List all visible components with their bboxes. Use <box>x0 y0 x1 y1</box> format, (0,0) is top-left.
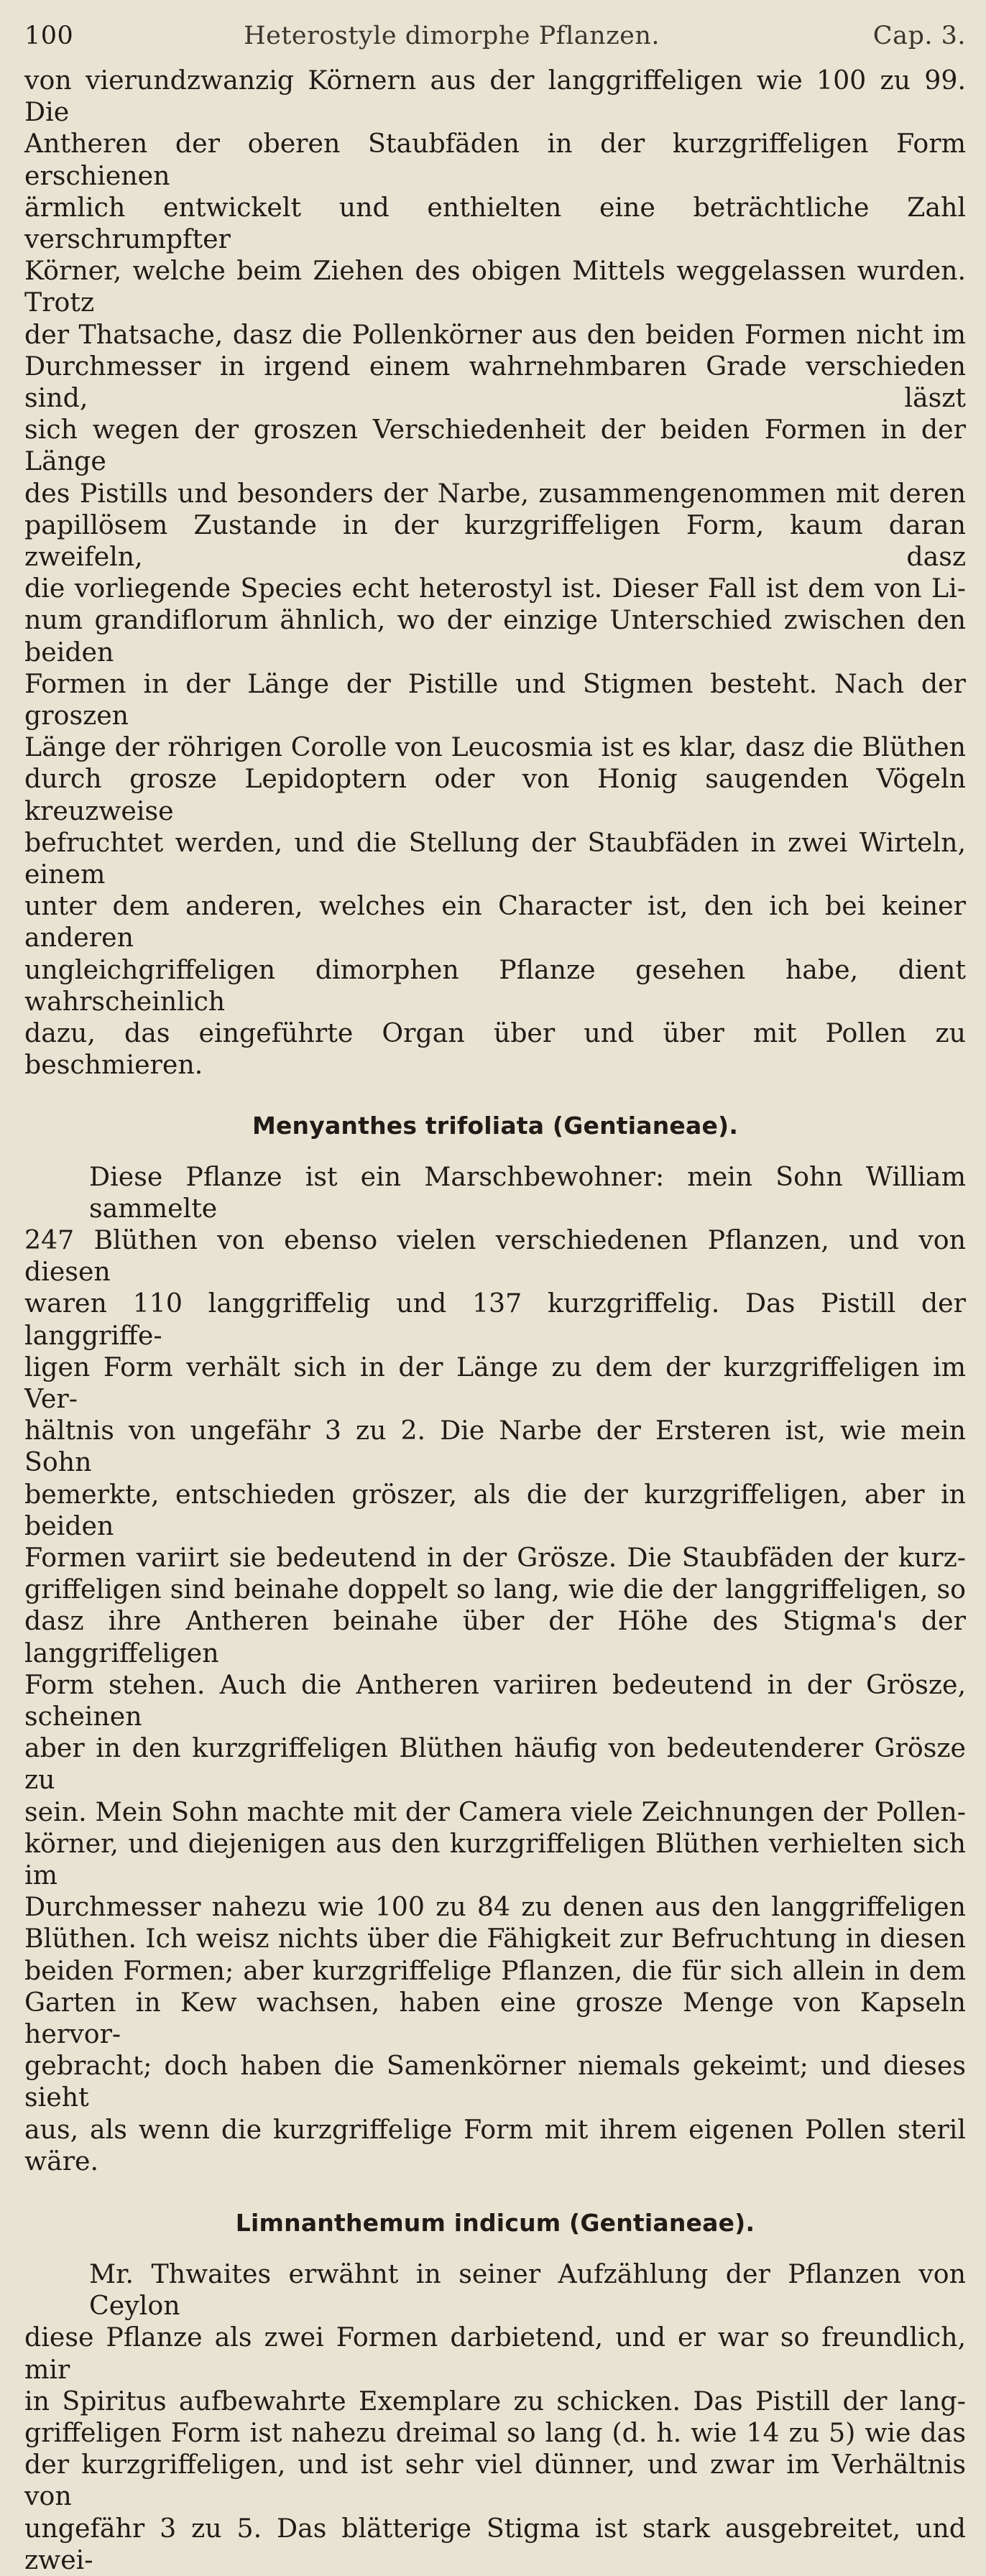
text-line: sein. Mein Sohn machte mit der Camera viele Zeichnungen der Pollen- <box>24 1796 966 1827</box>
text-line: Diese Pflanze ist ein Marschbewohner: mein Sohn William sammelte <box>89 1160 966 1224</box>
text-line: Formen in der Länge der Pistille und Stigmen besteht. Nach der groszen <box>24 668 966 731</box>
text-line: ligen Form verhält sich in der Länge zu dem der kurzgriffeligen im Ver- <box>24 1351 966 1414</box>
text-line: befruchtet werden, und die Stellung der Staubfäden in zwei Wirteln, einem <box>24 826 966 890</box>
text-line: waren 110 langgriffelig und 137 kurzgriffelig. Das Pistill der langgriffe- <box>24 1288 966 1351</box>
text-line: Formen variirt sie bedeutend in der Grösze. Die Staubfäden der kurz- <box>24 1541 966 1573</box>
text-line: gebracht; doch haben die Samenkörner niemals gekeimt; und dieses sieht <box>24 2050 966 2113</box>
text-line: dazu, das eingeführte Organ über und über mit Pollen zu beschmieren. <box>24 1017 966 1081</box>
text-line: Blüthen. Ich weisz nichts über die Fähigkeit zur Befruchtung in diesen <box>24 1923 966 1954</box>
chapter-label: Cap. 3. <box>872 22 966 50</box>
section-heading-limnanthemum: Limnanthemum indicum (Gentianeae). <box>235 2209 755 2237</box>
text-line: griffeligen sind beinahe doppelt so lang, wie die der langgriffeligen, so <box>24 1574 966 1605</box>
text-line: der Thatsache, dasz die Pollenkörner aus den beiden Formen nicht im <box>24 318 966 350</box>
text-line: Körner, welche beim Ziehen des obigen Mittels weggelassen wurden. Trotz <box>24 255 966 318</box>
text-line: Durchmesser nahezu wie 100 zu 84 zu denen aus den langgriffeligen <box>24 1891 966 1923</box>
text-line: Antheren der oberen Staubfäden in der kurzgriffeligen Form erschienen <box>24 128 966 191</box>
running-title: Heterostyle dimorphe Pflanzen. <box>244 22 660 50</box>
text-line: ungleichgriffeligen dimorphen Pflanze gesehen habe, dient wahrscheinlich <box>24 954 966 1017</box>
text-line: papillösem Zustande in der kurzgriffeligen Form, kaum daran zweifeln, dasz <box>24 509 966 573</box>
text-line: die vorliegende Species echt heterostyl ist. Dieser Fall ist dem von Li- <box>24 573 966 604</box>
running-head <box>24 14 966 57</box>
text-line: diese Pflanze als zwei Formen darbietend, und er war so freundlich, mir <box>24 2322 966 2385</box>
text-line: Mr. Thwaites erwähnt in seiner Aufzählung der Pflanzen von Ceylon <box>89 2258 966 2322</box>
text-line: beiden Formen; aber kurzgriffelige Pflanzen, die für sich allein in dem <box>24 1954 966 1986</box>
page-number: 100 <box>24 22 74 50</box>
text-line: sich wegen der groszen Verschiedenheit der beiden Formen in der Länge <box>24 414 966 477</box>
text-line: griffeligen Form ist nahezu dreimal so lang (d. h. wie 14 zu 5) wie das <box>24 2417 966 2449</box>
text-line: des Pistills und besonders der Narbe, zusammengenommen mit deren <box>24 477 966 509</box>
text-line: körner, und diejenigen aus den kurzgriffeligen Blüthen verhielten sich im <box>24 1827 966 1891</box>
text-line: Form stehen. Auch die Antheren variiren bedeutend in der Grösze, scheinen <box>24 1668 966 1732</box>
text-line: num grandiflorum ähnlich, wo der einzige Unterschied zwischen den beiden <box>24 604 966 668</box>
text-line: ungefähr 3 zu 5. Das blätterige Stigma ist stark ausgebreitet, und zwei- <box>24 2512 966 2575</box>
text-line: Garten in Kew wachsen, haben eine grosze Menge von Kapseln hervor- <box>24 1986 966 2049</box>
text-line: unter dem anderen, welches ein Character ist, den ich bei keiner anderen <box>24 890 966 954</box>
text-line: 247 Blüthen von ebenso vielen verschiedenen Pflanzen, und von diesen <box>24 1224 966 1288</box>
paragraph-leucosmia <box>24 65 966 1081</box>
text-line: dasz ihre Antheren beinahe über der Höhe des Stigma's der langgriffeligen <box>24 1605 966 1668</box>
text-line: bemerkte, entschieden gröszer, als die der kurzgriffeligen, aber in beiden <box>24 1478 966 1541</box>
text-line: Länge der röhrigen Corolle von Leucosmia ist es klar, dasz die Blüthen <box>24 731 966 763</box>
text-line: aber in den kurzgriffeligen Blüthen häufig von bedeutenderer Grösze zu <box>24 1732 966 1796</box>
text-line: der kurzgriffeligen, und ist sehr viel dünner, und zwar im Verhältnis von <box>24 2449 966 2512</box>
paragraph-limnanthemum <box>24 2258 966 2576</box>
text-line: hältnis von ungefähr 3 zu 2. Die Narbe der Ersteren ist, wie mein Sohn <box>24 1415 966 1478</box>
text-line: aus, als wenn die kurzgriffelige Form mit ihrem eigenen Pollen steril wäre. <box>24 2113 966 2176</box>
paragraph-menyanthes <box>24 1161 966 2178</box>
text-line: von vierundzwanzig Körnern aus der langgriffeligen wie 100 zu 99. Die <box>24 65 966 128</box>
text-line: durch grosze Lepidoptern oder von Honig saugenden Vögeln kreuzweise <box>24 763 966 826</box>
section-heading-menyanthes: Menyanthes trifoliata (Gentianeae). <box>252 1111 739 1140</box>
text-line: Durchmesser in irgend einem wahrnehmbaren Grade verschieden sind, läszt <box>24 350 966 414</box>
text-line: ärmlich entwickelt und enthielten eine beträchtliche Zahl verschrumpfter <box>24 191 966 255</box>
text-line: in Spiritus aufbewahrte Exemplare zu schicken. Das Pistill der lang- <box>24 2385 966 2416</box>
